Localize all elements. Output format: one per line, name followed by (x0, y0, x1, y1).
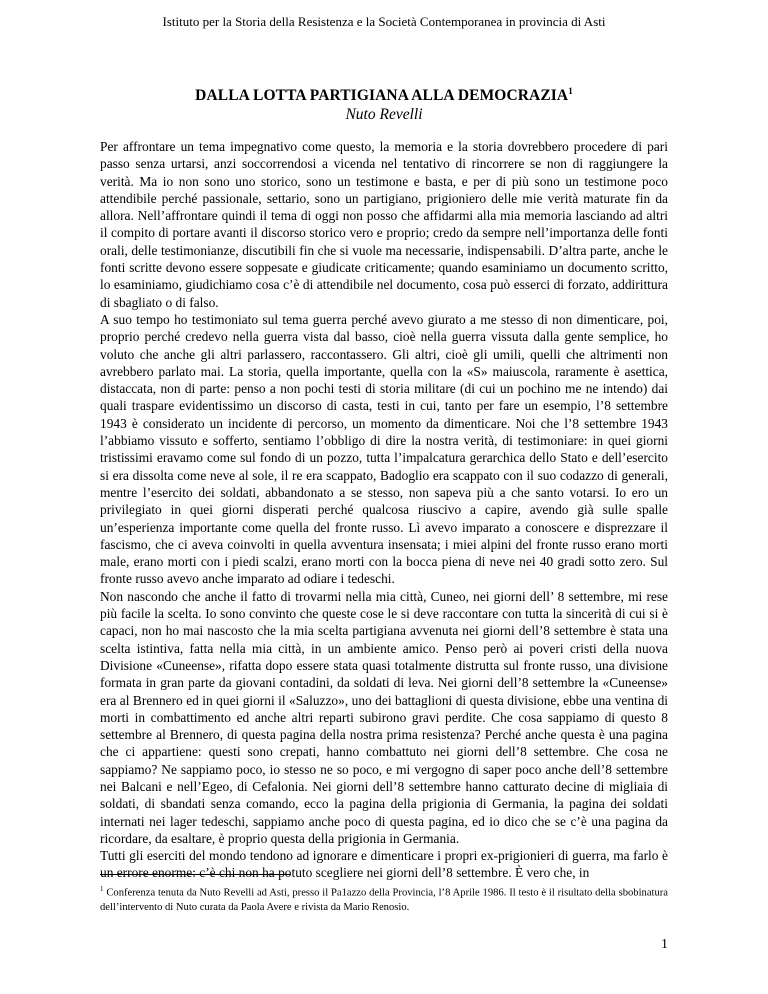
document-title (0, 86, 768, 105)
footnote-mark: 1 (100, 885, 104, 893)
title-text: DALLA LOTTA PARTIGIANA ALLA DEMOCRAZIA (195, 87, 569, 105)
paragraph: Tutti gli eserciti del mondo tendono ad ignorare e dimenticare i propri ex-prigionieri di guerra, ma farlo è un errore enorme: c’è chi non ha potuto scegliere nei giorni dell’8 settembre. È vero che, in (100, 848, 668, 881)
paragraph: Per affrontare un tema impegnativo come questo, la memoria e la storia dovrebbero procedere di pari passo senza urtarsi, anzi soccorrendosi a vicenda nel tentativo di rincorrere se non di raggiungere la verità. Ma io non sono uno storico, sono un testimone e basta, e per di più sono un testimone poco attendibile perché passionale, settario, sono un partigiano, prigioniero delle mie verità maturate fin da allora. Nell’affrontare quindi il tema di oggi non posso che affidarmi alla mia memoria lasciando ad altri il compito di portare avanti il discorso storico vero e proprio; credo da sempre nell’importanza delle fonti orali, delle testimonianze, discutibili fin che si vuole ma necessarie, indispensabili. D’altra parte, anche le fonti scritte devono essere soppesate e giudicate criticamente; quando esaminiamo un documento scritto, lo esaminiamo, giudichiamo cosa c’è di attendibile nel documento, cosa può esserci di forzato, addirittura di sbagliato o di falso. (100, 139, 668, 310)
title-block (0, 86, 768, 124)
title-footnote-mark[interactable]: 1 (568, 86, 573, 96)
author-name: Nuto Revelli (345, 106, 423, 124)
body-text (100, 138, 668, 882)
paragraph: Non nascondo che anche il fatto di trovarmi nella mia città, Cuneo, nei giorni dell’ 8 settembre, mi rese più facile la scelta. Io sono convinto che queste cose le si deve raccontare con tutta la sincerità di cui si è capaci, non ho mai nascosto che la mia scelta partigiana avvenuta nei giorni dell’8 settembre è stata una scelta istintiva, fatta nella mia città, in un ambiente amico. Penso però ai poveri cristi della nuova Divisione «Cuneense», rifatta dopo essere stata quasi totalmente distrutta sul fronte russo, una divisione formata in gran parte da giovani contadini, da soldati di leva. Nei giorni dell’8 settembre la «Cuneense» era al Brennero ed in quei giorni il «Saluzzo», uno dei battaglioni di questa divisione, ebbe una ventina di morti in combattimento ed anche altri reparti subirono gravi perdite. Che cosa sappiamo di questo 8 settembre al Brennero, di questa pagina della nostra prima resistenza? Perché anche questa è una pagina che ci appartiene: questi sono crepati, hanno combattuto nei giorni dell’8 settembre. Che cosa ne sappiamo? Ne sappiamo poco, io stesso ne so poco, e mi vergogno di saper poco anche dell’8 settembre nei Balcani e nell’Egeo, di Cefalonia. Nei giorni dell’8 settembre hanno catturato decine di migliaia di soldati, di sbandati senza comando, ecco la pagina della prigionia di Germania, la pagina dei soldati internati nei lager tedeschi, sappiamo anche poco di questa pagina, ed io dico che se c’è una pagina da ricordare, da esaltare, è proprio questa della prigionia in Germania. (100, 588, 668, 846)
running-header: Istituto per la Storia della Resistenza e la Società Contemporanea in provincia di Asti (162, 14, 606, 29)
footnote (100, 882, 668, 915)
footnote-text: Conferenza tenuta da Nuto Revelli ad Asti, presso il Pa1azzo della Provincia, l’8 Aprile 1986. Il testo è il risultato della sbobinatura dell’intervento di Nuto curata da Paola Avere e rivista da Mario Renosio. (100, 887, 668, 913)
paragraph: A suo tempo ho testimoniato sul tema guerra perché avevo giurato a me stesso di non dimenticare, poi, proprio perché credevo nella guerra vista dal basso, cioè nella guerra vissuta dalla gente semplice, ho voluto che anche gli altri parlassero, raccontassero. Gli altri, cioè gli umili, quelli che altrimenti non avrebbero parlato mai. La storia, quella importante, quella con la «S» maiuscola, raramente è asettica, distaccata, non di parte: penso a non pochi testi di storia militare (di cui un pochino me ne intendo) dai quali traspare evidentissimo un discorso di casta, testi in cui, tanto per fare un esempio, l’8 settembre 1943 è considerato un incidente di percorso, un momento da dimenticare. Noi che l’8 settembre 1943 l’abbiamo vissuto e sofferto, sentiamo l’obbligo di dire la nostra verità, di testimoniare: in quei giorni tristissimi eravamo come sul fondo di un pozzo, tutta l’impalcatura gerarchica dello Stato e dell’esercito si era dissolta come neve al sole, il re era scappato, Badoglio era scappato con il suo codazzo di generali, mentre l’esercito dei soldati, abbandonato a se stesso, non sapeva più a che santo votarsi. Io ero un privilegiato in quei giorni disperati perché qualcosa riuscivo a capire, avendo già sulle spalle un’esperienza importante come quella del fronte russo. Lì avevo imparato a conoscere e disprezzare il fascismo, che ci aveva coinvolti in quella avventura insensata; i miei alpini del fronte russo erano morti male, erano morti con i piedi scalzi, erano morti con la bocca piena di neve nei 40 gradi sotto zero. Sul fronte russo avevo anche imparato ad odiare i tedeschi. (100, 311, 668, 587)
page-number: 1 (661, 937, 668, 952)
footnote-divider (100, 874, 290, 875)
